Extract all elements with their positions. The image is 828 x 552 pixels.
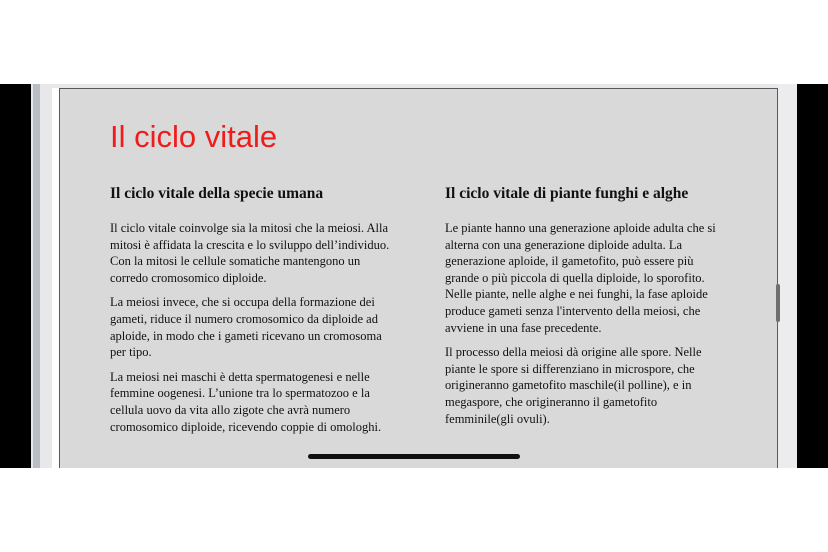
slide-title: Il ciclo vitale <box>110 119 278 154</box>
left-paragraph: Il ciclo vitale coinvolge sia la mitosi che la meiosi. Alla mitosi è affidata la crescita e lo sviluppo dell’individuo. Con la mitosi le cellule somatiche mantengono un corredo cromosomico diploide. <box>110 221 390 285</box>
viewer-right-margin <box>778 84 797 468</box>
slide[interactable] <box>59 88 778 468</box>
sidebar-edge-strip[interactable] <box>33 84 40 468</box>
viewer-left-margin <box>31 84 52 468</box>
right-column <box>445 185 725 435</box>
device-bezel-right <box>797 84 828 468</box>
left-column-heading: Il ciclo vitale della specie umana <box>110 185 324 202</box>
right-paragraph: Le piante hanno una generazione aploide adulta che si alterna con una generazione diploide adulta. La generazione aploide, il gametofito, può essere più grande o più piccola di quella diploide, lo sporofito. Nelle piante, nelle alghe e nei funghi, la fase aploide produce gameti senza l'intervento della meiosi, che avviene in una fase precedente. <box>445 221 716 335</box>
left-paragraph: La meiosi nei maschi è detta spermatogenesi e nelle femmine oogenesi. L’unione tra lo spermatozoo e la cellula uovo da vita allo zigote che avrà numero cromosomico diploide, ricevendo coppie di omologhi. <box>110 369 382 434</box>
left-paragraph: La meiosi invece, che si occupa della formazione dei gameti, riduce il numero cromosomico da diploide ad aploide, in modo che i gameti ricevano un cromosoma per tipo. <box>110 295 382 360</box>
right-column-heading: Il ciclo vitale di piante funghi e alghe <box>445 185 689 202</box>
device-screen <box>0 84 828 468</box>
home-indicator-bar[interactable] <box>308 454 520 459</box>
left-column <box>110 185 390 443</box>
device-bezel-left <box>0 84 31 468</box>
presentation-viewer <box>31 84 797 468</box>
right-paragraph: Il processo della meiosi dà origine alle spore. Nelle piante le spore si differenziano in microspore, che origineranno gametofito maschile(il polline), e in megaspore, che origineranno il gametofito femminile(gli ovuli). <box>445 345 702 426</box>
scroll-indicator[interactable] <box>776 284 780 322</box>
